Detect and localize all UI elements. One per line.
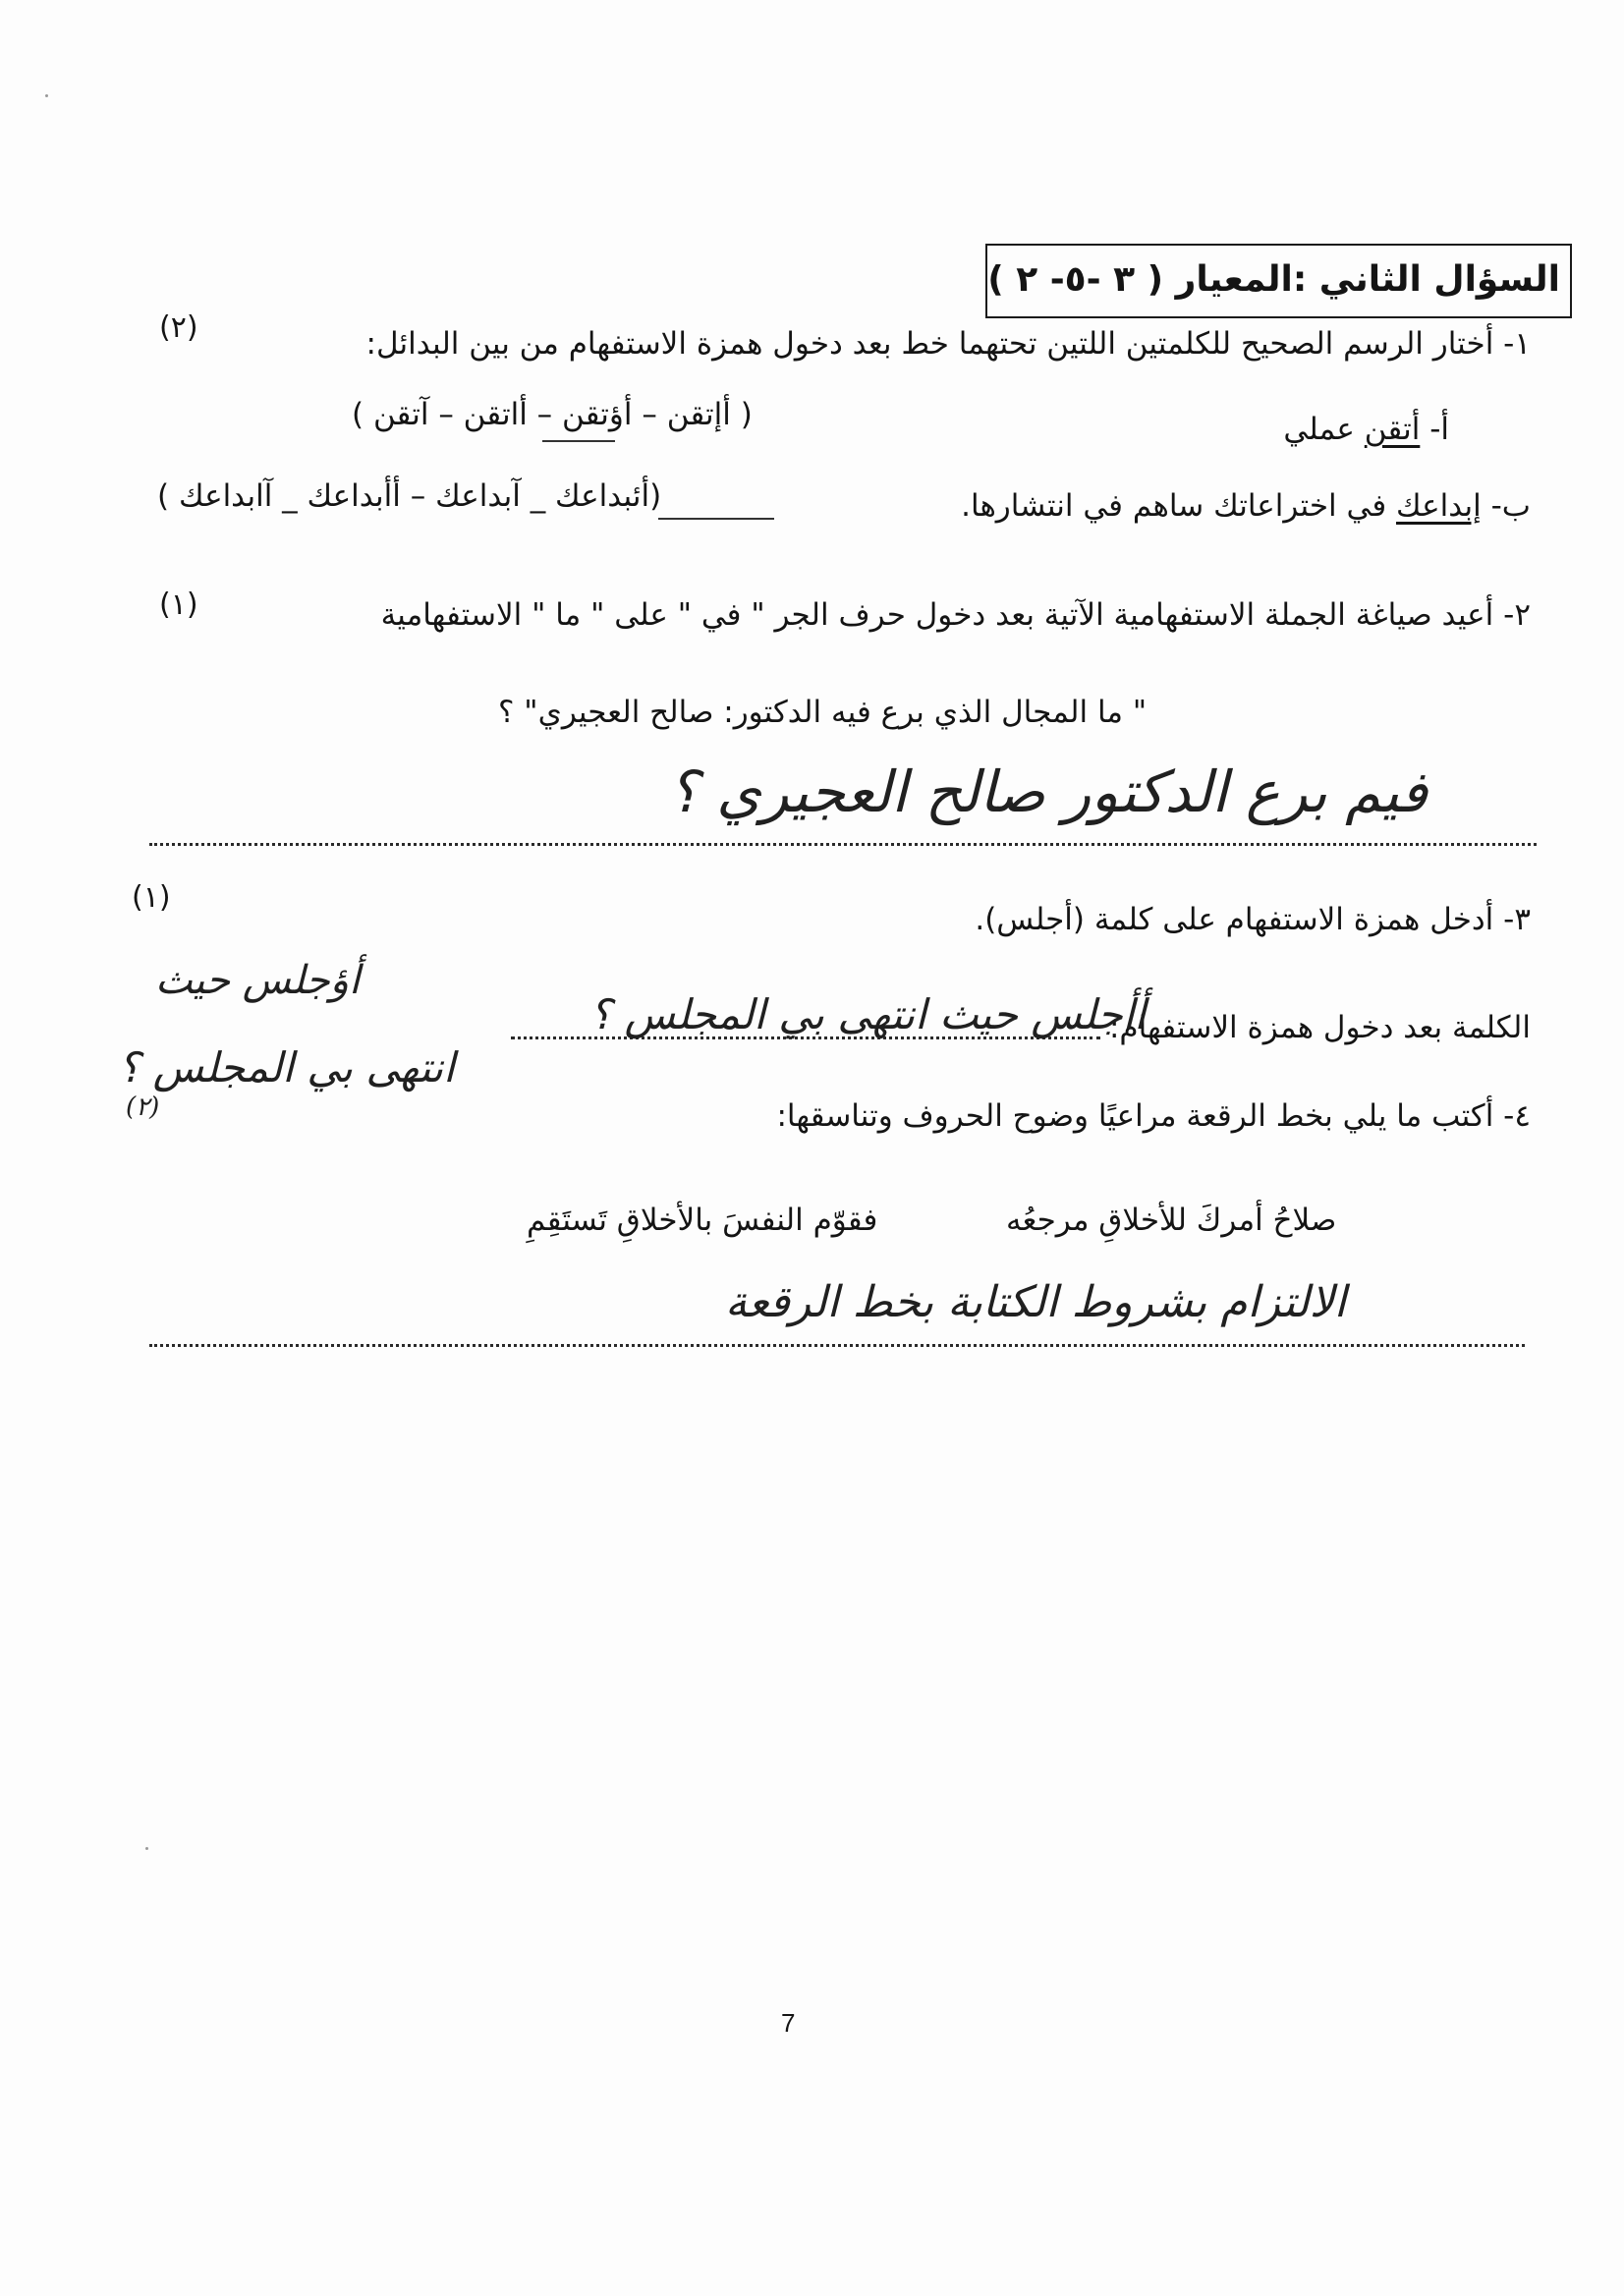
q4-handwritten-answer: الالتزام بشروط الكتابة بخط الرقعة [725, 1277, 1347, 1327]
q1b-answer-underline [658, 518, 774, 520]
q1a-options: ( أإتقن – أؤتقن – أاتقن – آتقن ) [352, 397, 753, 432]
q1b-label: ب- [1490, 488, 1531, 524]
q2-handwritten-answer: فيم برع الدكتور صالح العجيري ؟ [668, 758, 1428, 825]
section-title-box [985, 244, 1572, 318]
q3-handwritten-answer-1: أأجلس حيث انتهى بي المجلس ؟ [589, 990, 1147, 1038]
q3-prompt: ٣- أدخل همزة الاستفهام على كلمة (أجلس). [975, 902, 1531, 937]
scan-speck [45, 94, 48, 97]
q1a-answer-underline [542, 440, 615, 442]
q1b-rest: في اختراعاتك ساهم في انتشارها. [961, 488, 1387, 524]
q1b-underlined-word: إبداعك [1396, 488, 1482, 524]
page-number: 7 [781, 2008, 796, 2038]
q4-answer-dotted-line [149, 1344, 1525, 1347]
q1a-rest: عملي [1283, 412, 1355, 447]
scan-speck [145, 1847, 148, 1850]
q1b-line [961, 486, 1531, 526]
q3-answer-label: الكلمة بعد دخول همزة الاستفهام: [1108, 1010, 1531, 1045]
q1-prompt: ١- أختار الرسم الصحيح للكلمتين اللتين تحتهما خط بعد دخول همزة الاستفهام من بين البدائل: [365, 326, 1531, 362]
q1-mark: (٢) [159, 310, 198, 345]
q2-sentence: " ما المجال الذي برع فيه الدكتور: صالح العجيري" ؟ [498, 695, 1148, 730]
q2-prompt: ٢- أعيد صياغة الجملة الاستفهامية الآتية بعد دخول حرف الجر " في " على " ما " الاستفهامية [380, 597, 1531, 633]
q1a-label: أ- [1429, 412, 1449, 447]
section-title: السؤال الثاني :المعيار ( ٣ -٥- ٢ ) [987, 259, 1560, 300]
q3-handwritten-mark: (٢) [126, 1092, 160, 1122]
q3-handwritten-answer-2: أؤجلس حيث [155, 958, 361, 1003]
q2-answer-dotted-line [149, 843, 1537, 846]
q1a-line [1283, 410, 1449, 449]
q2-mark: (١) [159, 588, 198, 622]
q1a-underlined-word: أتقن [1364, 412, 1421, 447]
q4-verse-1: صلاحُ أمركَ للأخلاقِ مرجعُه [1006, 1203, 1337, 1238]
q1b-options: (أئبداعك _ آبداعك – أأبداعك _ آابداعك ) [157, 478, 662, 514]
q4-verse-2: فقوّم النفسَ بالأخلاقِ تَستَقِمِ [527, 1203, 878, 1238]
q3-handwritten-answer-3: انتهى بي المجلس ؟ [118, 1043, 455, 1092]
q4-prompt: ٤- أكتب ما يلي بخط الرقعة مراعيًا وضوح الحروف وتناسقها: [776, 1098, 1531, 1134]
q3-mark: (١) [132, 880, 171, 915]
